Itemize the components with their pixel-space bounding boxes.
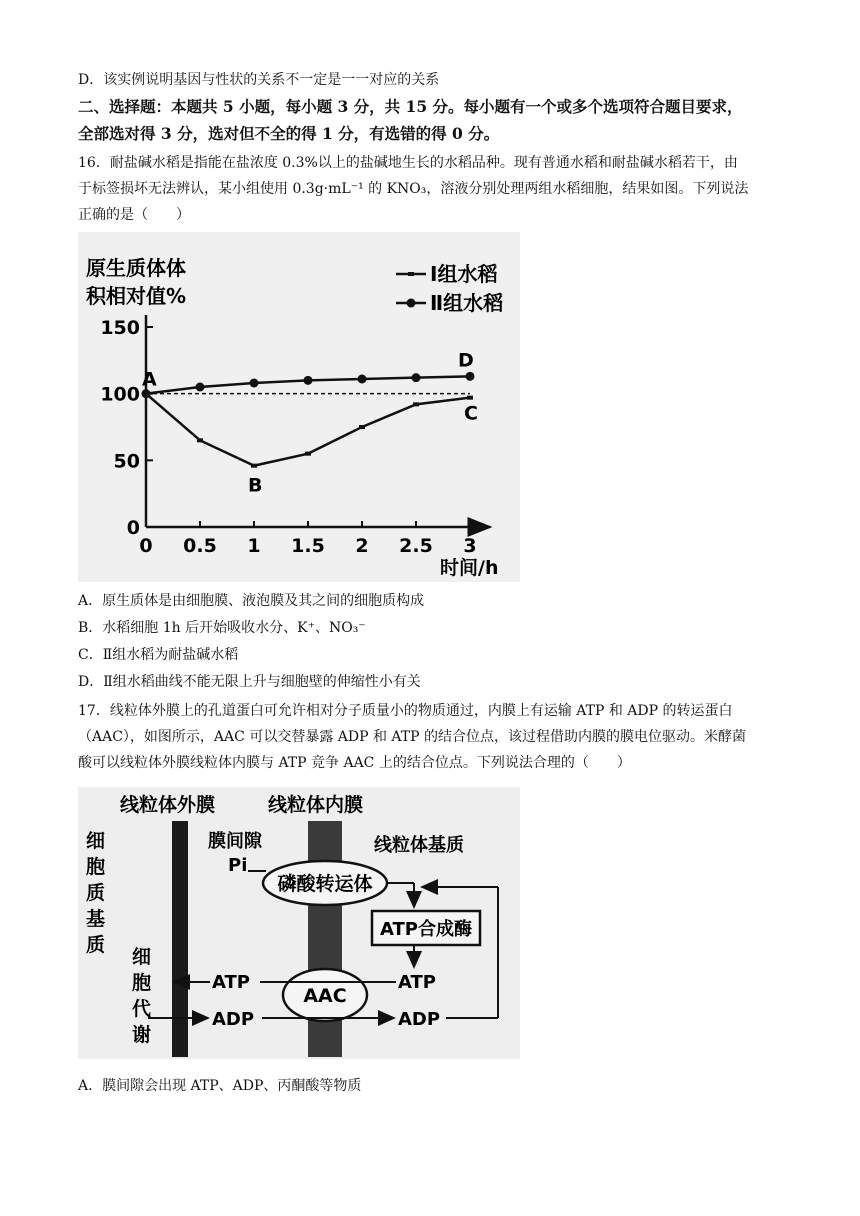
outer-membrane xyxy=(172,821,188,1057)
y-tick-label: 50 xyxy=(113,450,140,473)
question-16-stem-cont: 于标签损坏无法辨认，某小组使用 0.3g·mL⁻¹ 的 KNO₃，溶液分别处理两组水稻细胞，结果如图。下列说法 xyxy=(78,181,749,197)
y-tick-label: 0 xyxy=(126,517,140,539)
metabolism-label xyxy=(132,946,151,1046)
series-2-point xyxy=(250,379,259,388)
question-16-stem: 16．耐盐碱水稻是指能在盐浓度 0.3%以上的盐碱地生长的水稻品种。现有普通水稻和耐盐碱水稻若干，由 xyxy=(78,155,738,171)
svg-text:细: 细 xyxy=(132,946,152,968)
cytosol-atp-label: ATP xyxy=(212,972,251,993)
q16-option-d: D．Ⅱ组水稻曲线不能无限上升与细胞壁的伸缩性小有关 xyxy=(78,674,421,690)
y-tick-label: 150 xyxy=(100,317,140,339)
series-1-point xyxy=(197,438,203,442)
x-tick-label: 3 xyxy=(463,535,477,557)
outer-membrane-label: 线粒体外膜 xyxy=(120,794,216,816)
point-label-b: B xyxy=(248,474,263,497)
series-1-point xyxy=(305,452,311,456)
series-1-point xyxy=(251,464,257,468)
point-label-a: A xyxy=(142,368,157,391)
q16-option-b: B．水稻细胞 1h 后开始吸收水分、K⁺、NO₃⁻ xyxy=(78,620,366,636)
section-heading: 二、选择题：本题共 5 小题，每小题 3 分，共 15 分。每小题有一个或多个选项符合题目要求， xyxy=(78,97,743,116)
matrix-atp-label: ATP xyxy=(398,972,437,993)
point-label-c: C xyxy=(464,402,478,425)
pi-label: Pi xyxy=(228,855,248,876)
x-tick-label: 0 xyxy=(139,535,153,557)
y-tick-label: 100 xyxy=(100,383,140,406)
svg-text:基: 基 xyxy=(86,908,106,930)
legend-label-series-2: Ⅱ组水稻 xyxy=(430,291,504,315)
mitochondria-diagram xyxy=(78,787,520,1059)
atp-synthase-label: ATP合成酶 xyxy=(379,919,473,940)
y-axis-label-line2: 积相对值% xyxy=(86,284,187,308)
x-tick-label: 0.5 xyxy=(183,535,217,557)
section-heading-cont: 全部选对得 3 分，选对但不全的得 1 分，有选错的得 0 分。 xyxy=(78,124,500,143)
diagram-svg xyxy=(78,787,520,1059)
legend-label-series-1: Ⅰ组水稻 xyxy=(430,262,498,286)
line-chart xyxy=(78,232,520,582)
legend-marker-series-1 xyxy=(408,272,414,276)
series-1-point xyxy=(359,425,365,429)
question-17-stem-cont: （AAC），如图所示，AAC 可以交替暴露 ADP 和 ATP 的结合位点，该过程借助内膜的膜电位驱动。米酵菌 xyxy=(78,729,746,745)
matrix-label: 线粒体基质 xyxy=(374,835,464,856)
legend-marker-series-2 xyxy=(407,299,416,308)
question-17-stem-end: 酸可以线粒体外膜线粒体内膜与 ATP 竞争 AAC 上的结合位点。下列说法合理的（ ） xyxy=(78,755,631,771)
series-2-point xyxy=(304,376,313,385)
x-tick-label: 1.5 xyxy=(291,535,325,557)
x-tick-label: 2.5 xyxy=(399,535,433,557)
aac-label: AAC xyxy=(303,985,347,1007)
cytoplasm-label xyxy=(86,830,105,956)
svg-text:胞: 胞 xyxy=(86,856,106,878)
y-axis-label-line1: 原生质体体 xyxy=(86,256,186,280)
series-2-point xyxy=(466,372,475,381)
x-tick-label: 2 xyxy=(355,535,369,557)
x-axis-label: 时间/h xyxy=(440,557,499,579)
svg-text:代: 代 xyxy=(132,998,152,1020)
series-2-point xyxy=(358,375,367,384)
chart-figure xyxy=(78,232,520,582)
q16-option-a: A．原生质体是由细胞膜、液泡膜及其之间的细胞质构成 xyxy=(78,593,425,609)
svg-text:谢: 谢 xyxy=(132,1024,152,1046)
q16-option-c: C．Ⅱ组水稻为耐盐碱水稻 xyxy=(78,647,239,663)
svg-text:细: 细 xyxy=(86,830,106,852)
cytosol-adp-label: ADP xyxy=(212,1009,255,1030)
svg-text:胞: 胞 xyxy=(132,972,152,994)
series-2-point xyxy=(412,373,421,382)
series-1-point xyxy=(467,396,473,400)
phosphate-transporter-label: 磷酸转运体 xyxy=(277,873,373,895)
matrix-adp-label: ADP xyxy=(398,1009,441,1030)
point-label-d: D xyxy=(458,349,474,372)
question-17-stem: 17．线粒体外膜上的孔道蛋白可允许相对分子质量小的物质通过，内膜上有运输 ATP 和 ADP 的转运蛋白 xyxy=(78,703,733,719)
question-16-stem-end: 正确的是（ ） xyxy=(78,207,190,223)
x-tick-label: 1 xyxy=(247,535,261,557)
inner-membrane-label: 线粒体内膜 xyxy=(268,794,364,816)
q17-option-a: A．膜间隙会出现 ATP、ADP、丙酮酸等物质 xyxy=(78,1078,362,1094)
svg-text:质: 质 xyxy=(86,882,106,904)
option-d-q15: D．该实例说明基因与性状的关系不一定是一一对应的关系 xyxy=(78,72,440,88)
series-1-point xyxy=(413,402,419,406)
svg-text:质: 质 xyxy=(86,934,106,956)
series-2-point xyxy=(196,383,205,392)
intermembrane-label: 膜间隙 xyxy=(208,831,262,852)
